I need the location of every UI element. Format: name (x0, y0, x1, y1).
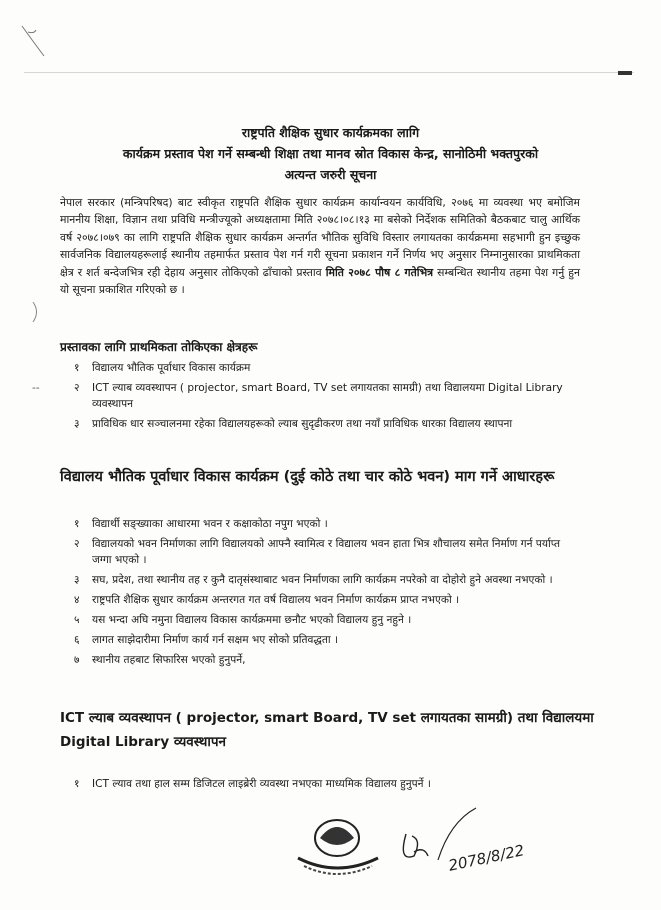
office-seal-stamp (290, 808, 385, 878)
ict-heading: ICT ल्याब व्यवस्थापन ( projector, smart Board, TV set लगायतका सामग्री) तथा विद्यालयमा Digital Library व्यवस्थापन (60, 710, 594, 750)
list-item: ३ सघ, प्रदेश, तथा स्थानीय तह र कुनै दातृसंस्थाबाट भवन निर्माणका लागि कार्यक्रम नपरेको वा दोहोरो हुने अवस्था नभएको । (74, 574, 553, 586)
edge-mark (618, 71, 632, 75)
title-line-1: राष्ट्रपति शैक्षिक सुधार कार्यक्रमका लागि (241, 125, 420, 140)
list-item: ३ प्राविधिक धार सञ्चालनमा रहेका विद्यालयहरूको ल्याब सुदृढीकरण तथा नयाँ प्राविधिक धारका विद्यालय स्थापना (74, 418, 513, 430)
handwritten-signature (392, 800, 532, 880)
top-rule (24, 72, 634, 73)
corner-scribble (18, 22, 58, 62)
list-item: ७ स्थानीय तहबाट सिफारिस भएको हुनुपर्ने, (74, 654, 246, 666)
list-item: ५ यस भन्दा अघि नमुना विद्यालय विकास कार्यक्रममा छनौट भएको विद्यालय हुनु नहुने । (74, 614, 412, 626)
handwritten-date: 2078/8/22 (446, 841, 526, 875)
margin-hole-mark (30, 300, 44, 324)
list-item: ६ लागत साझेदारीमा निर्माण कार्य गर्न सक्षम भए सोको प्रतिवद्धता । (74, 634, 339, 646)
title-line-2: कार्यक्रम प्रस्ताव पेश गर्ने सम्बन्धी शिक्षा तथा मानव स्रोत विकास केन्द्र, सानोठिमी भक्तपुरको (122, 146, 539, 161)
ict-list (60, 776, 580, 796)
infra-list (60, 516, 580, 672)
list-item: २ विद्यालयको भवन निर्माणका लागि विद्यालयको आफ्नै स्वामित्व र विद्यालय भवन हाता भित्र शौचालय समेत निर्माण गर्न पर्याप्त जग्गा भएको । (74, 538, 561, 566)
list-item: -- २ ICT ल्याब व्यवस्थापन ( projector, smart Board, TV set लगायतका सामग्री) तथा विद्यालयमा Digital Library व्यवस्थापन (32, 382, 563, 410)
list-item: १ ICT ल्याव तथा हाल सम्म डिजिटल लाइब्रेरी व्यवस्था नभएका माध्यमिक विद्यालय हुनुपर्ने । (74, 778, 431, 790)
infra-heading: विद्यालय भौतिक पूर्वाधार विकास कार्यक्रम (दुई कोठे तथा चार कोठे भवन) माग गर्ने आधारहरू (60, 469, 555, 485)
list-item: १ विद्यालय भौतिक पूर्वाधार विकास कार्यक्रम (74, 362, 251, 374)
intro-paragraph (60, 194, 580, 298)
list-item: १ विद्यार्थी सङ्ख्याका आधारमा भवन र कक्षाकोठा नपुग भएको । (74, 518, 328, 530)
intro-text-before: नेपाल सरकार (मन्त्रिपरिषद) बाट स्वीकृत राष्ट्रपति शैक्षिक सुधार कार्यक्रम कार्यान्वयन कार्यविधि, २०७६ मा व्यवस्था भए बमोजिम माननीय शिक्षा, विज्ञान तथा प्रविधि मन्त्रीज्यूको अध्यक्षतामा मिति २०७८।०८।१३ मा बसेको निर्देशक समितिको बैठकबाट चालु आर्थिक वर्ष २०७८।०७९ का लागि राष्ट्रपति शैक्षिक सुधार कार्यक्रम अन्तर्गत भौतिक सुविधि विस्तार लगायतका कार्यक्रममा सहभागी हुन इच्छुक सार्वजनिक विद्यालयहरूलाई स्थानीय तहमार्फत प्रस्ताव पेश गर्न गरी सूचना प्रकाशन गर्ने निर्णय भए अनुसार निम्नानुसारका प्राथमिकता क्षेत्र र शर्त बन्देजभित्र रही देहाय अनुसार तोकिएको ढाँचाको प्रस्ताव (60, 196, 580, 279)
priority-list (32, 360, 580, 436)
title-line-3: अत्यन्त जरुरी सूचना (284, 167, 377, 182)
list-item: ४ राष्ट्रपति शैक्षिक सुधार कार्यक्रम अन्तरगत गत वर्ष विद्यालय भवन निर्माण कार्यक्रम प्राप्त नभएको । (74, 594, 460, 606)
intro-text-after: सम्बन्धित स्थानीय तहमा पेश गर्नु हुन यो सूचना प्रकाशित गरिएको छ । (60, 265, 580, 297)
intro-deadline: मिति २०७८ पौष ८ गतेभित्र (325, 265, 434, 279)
priority-heading: प्रस्तावका लागि प्राथमिकता तोकिएका क्षेत्रहरू (60, 340, 258, 354)
